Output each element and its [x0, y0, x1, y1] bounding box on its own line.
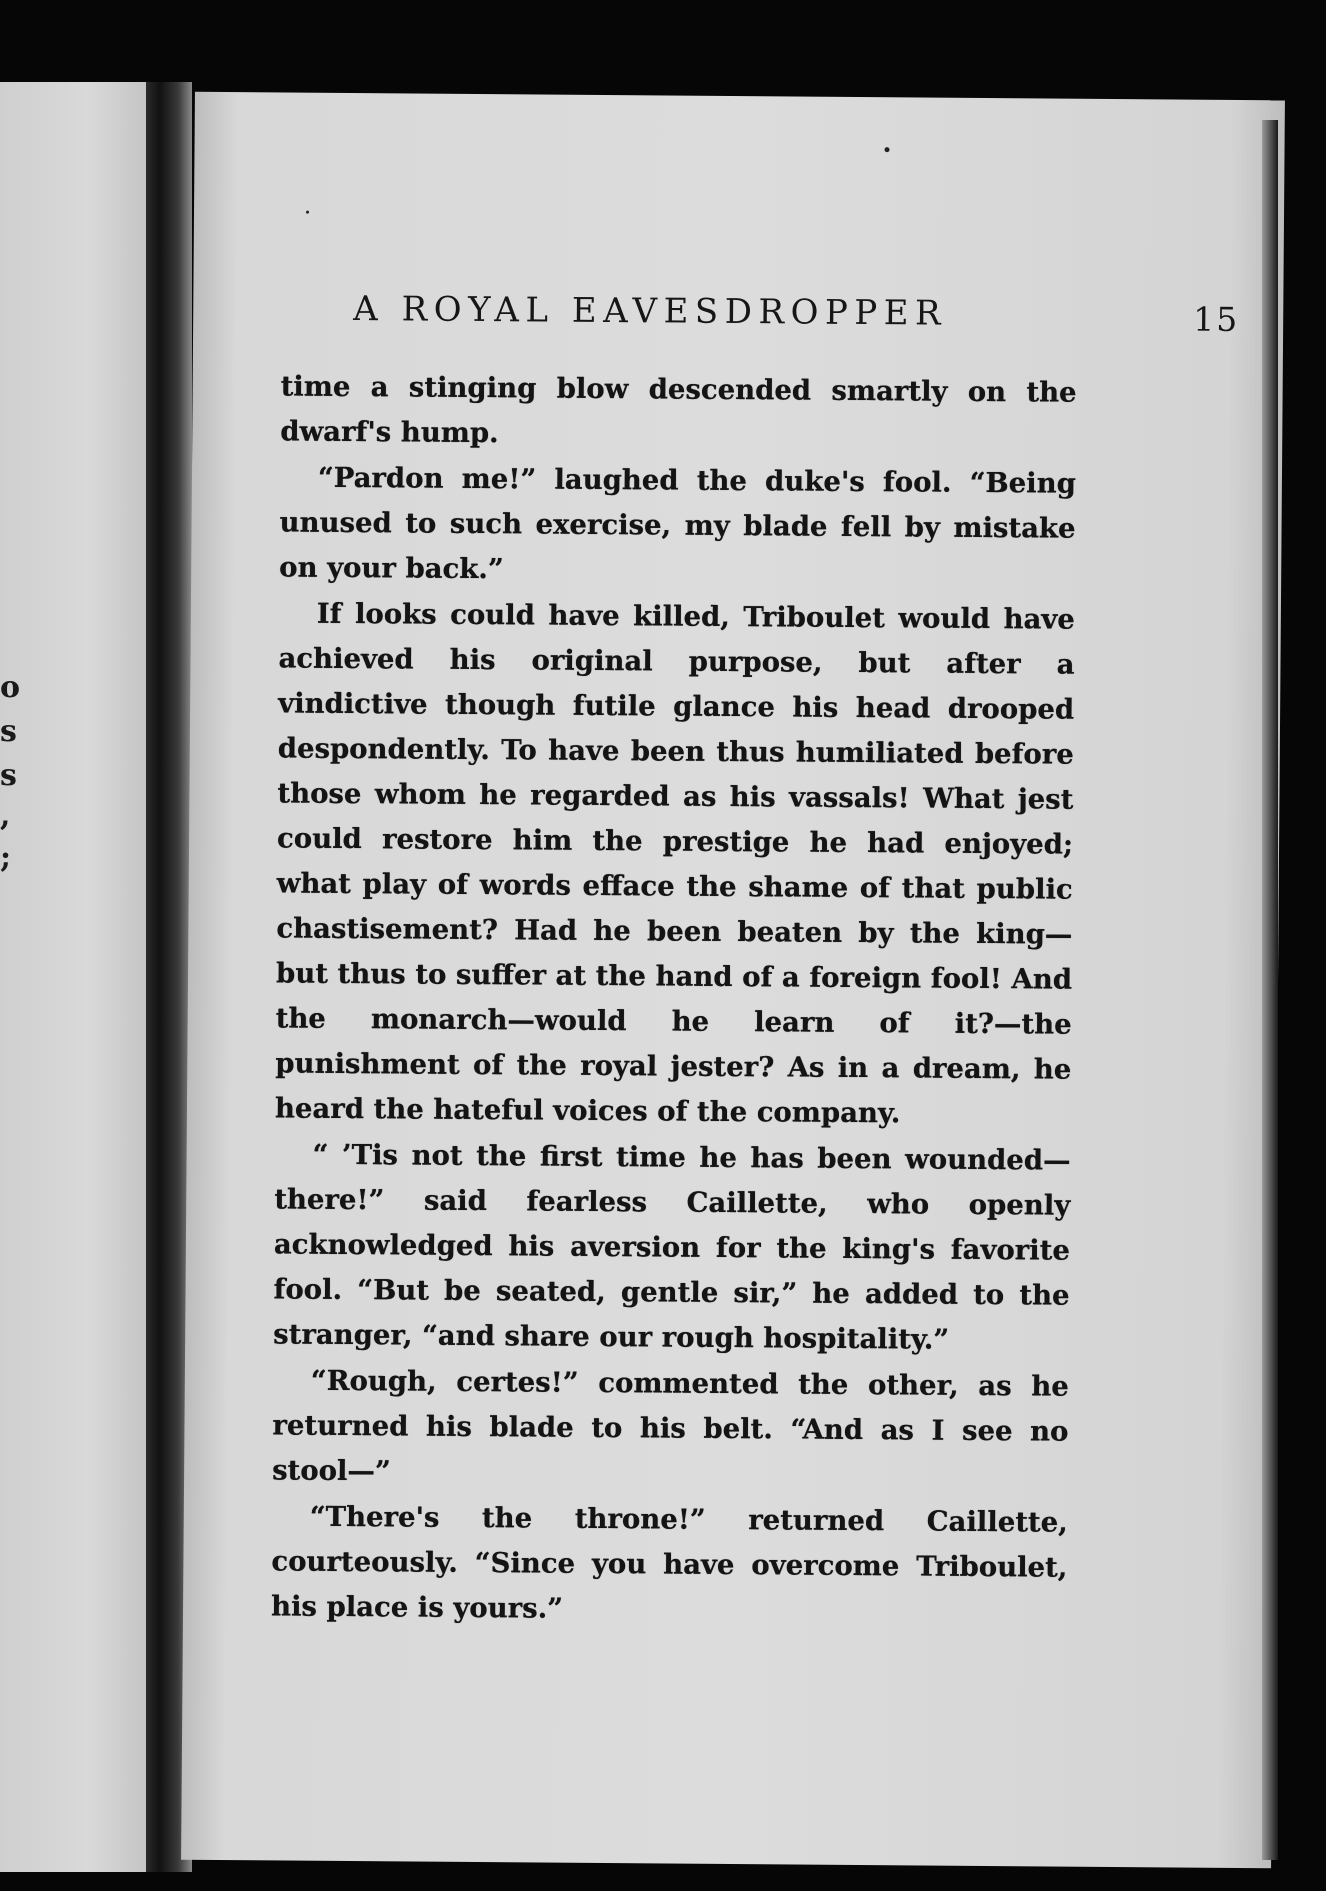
page-right-edge-shadow — [1262, 120, 1278, 1860]
paragraph: “ ’Tis not the first time he has been wounded—there!” said fearless Caillette, who openly acknowledged his aversion for the king's favorite fool. “But be seated, gentle sir,” he added to the stranger, “and share our rough hospitality.” — [273, 1138, 1071, 1356]
ink-speck — [885, 147, 890, 152]
previous-page-glyph: ; — [0, 840, 12, 875]
paragraph: If looks could have killed, Triboulet would have achieved his original purpose, but after a vindictive though futile glance his head drooped despondently. To have been thus humiliated before those whom he regarded as his vassals! What jest could restore him the prestige he had enjoyed; what play of words efface the shame of that public chastisement? Had he been beaten by the king—but thus to suffer at the hand of a foreign fool! And the monarch—would he learn of it?—the punishment of the royal jester? As in a dream, he heard the hateful voices of the company. — [274, 597, 1075, 1130]
running-head — [353, 288, 1245, 339]
paragraph: “Pardon me!” laughed the duke's fool. “Being unused to such exercise, my blade fell by mistake on your back.” — [279, 461, 1077, 586]
previous-page-glyph: s — [0, 714, 17, 749]
paragraph: “Rough, certes!” commented the other, as he returned his blade to his belt. “And as I see no stool—” — [272, 1364, 1069, 1488]
ink-speck — [306, 211, 309, 214]
running-title: A ROYAL EAVESDROPPER — [353, 288, 948, 334]
body-text — [271, 364, 1077, 1636]
book-page — [181, 92, 1285, 1869]
previous-page-glyph: s — [0, 758, 17, 793]
previous-page-glyph: o — [0, 670, 21, 705]
paragraph: “There's the throne!” returned Caillette, courteously. “Since you have overcome Triboulet, his place is yours.” — [270, 1500, 1068, 1625]
previous-page-glyph: , — [0, 798, 11, 833]
previous-page-edge — [0, 82, 148, 1872]
paragraph: time a stinging blow descended smartly on the dwarf's hump. — [280, 370, 1077, 450]
page-number: 15 — [1193, 299, 1240, 339]
